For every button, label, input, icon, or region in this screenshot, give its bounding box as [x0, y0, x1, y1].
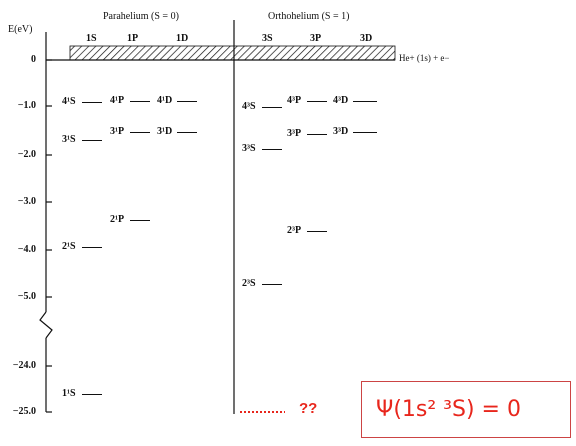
para-level-label: 2¹S: [62, 241, 76, 252]
energy-axis-label: E(eV): [8, 24, 33, 35]
para-level-line: [177, 101, 197, 102]
tick-label: −24.0: [12, 360, 36, 371]
para-level-line: [82, 102, 102, 103]
ortho-level-line: [307, 231, 327, 232]
para-column-s: 1S: [86, 33, 97, 44]
tick-label: −3.0: [17, 196, 36, 207]
para-level-label: 3¹S: [62, 134, 76, 145]
para-level-line: [130, 132, 150, 133]
continuum-band: [70, 46, 395, 60]
ortho-level-label: 3³S: [242, 143, 256, 154]
ortho-column-s: 3S: [262, 33, 273, 44]
ortho-level-label: 4³P: [287, 95, 302, 106]
missing-level-question: ??: [299, 400, 318, 417]
ortho-level-label: 3³D: [333, 126, 349, 137]
parahelium-title: Parahelium (S = 0): [103, 11, 179, 22]
para-level-line: [177, 132, 197, 133]
para-level-label: 2¹P: [110, 214, 125, 225]
para-level-line: [130, 220, 150, 221]
tick-label: 0: [31, 54, 36, 65]
ortho-level-line: [262, 149, 282, 150]
para-level-line: [82, 247, 102, 248]
ortho-level-label: 3³P: [287, 128, 302, 139]
ortho-level-line: [307, 101, 327, 102]
tick-label: −1.0: [17, 100, 36, 111]
ortho-level-line: [353, 101, 377, 102]
wavefunction-box: [361, 381, 571, 438]
para-level-label: 4¹D: [157, 95, 173, 106]
continuum-label: He+ (1s) + e−: [399, 53, 450, 63]
para-level-line: [82, 394, 102, 395]
para-level-label: 4¹P: [110, 95, 125, 106]
para-column-p: 1P: [127, 33, 139, 44]
orthohelium-title: Orthohelium (S = 1): [268, 11, 350, 22]
ortho-column-p: 3P: [310, 33, 322, 44]
para-level-label: 1¹S: [62, 388, 76, 399]
tick-label: −4.0: [17, 244, 36, 255]
ortho-column-d: 3D: [360, 33, 373, 44]
ortho-level-label: 4³S: [242, 101, 256, 112]
axis-break: [40, 312, 52, 338]
ortho-level-line: [262, 107, 282, 108]
ortho-level-label: 2³S: [242, 278, 256, 289]
para-level-label: 3¹D: [157, 126, 173, 137]
ortho-level-label: 4³D: [333, 95, 349, 106]
tick-label: −2.0: [17, 149, 36, 160]
para-column-d: 1D: [176, 33, 189, 44]
ortho-level-line: [262, 284, 282, 285]
ortho-level-line: [307, 134, 327, 135]
ortho-level-label: 2³P: [287, 225, 302, 236]
tick-label: −5.0: [17, 291, 36, 302]
para-level-line: [130, 101, 150, 102]
wavefunction-text: Ψ(1s² ³S) = 0: [376, 397, 521, 422]
tick-label: −25.0: [12, 406, 36, 417]
para-level-line: [82, 140, 102, 141]
ortho-level-line: [353, 132, 377, 133]
para-level-label: 3¹P: [110, 126, 125, 137]
para-level-label: 4¹S: [62, 96, 76, 107]
